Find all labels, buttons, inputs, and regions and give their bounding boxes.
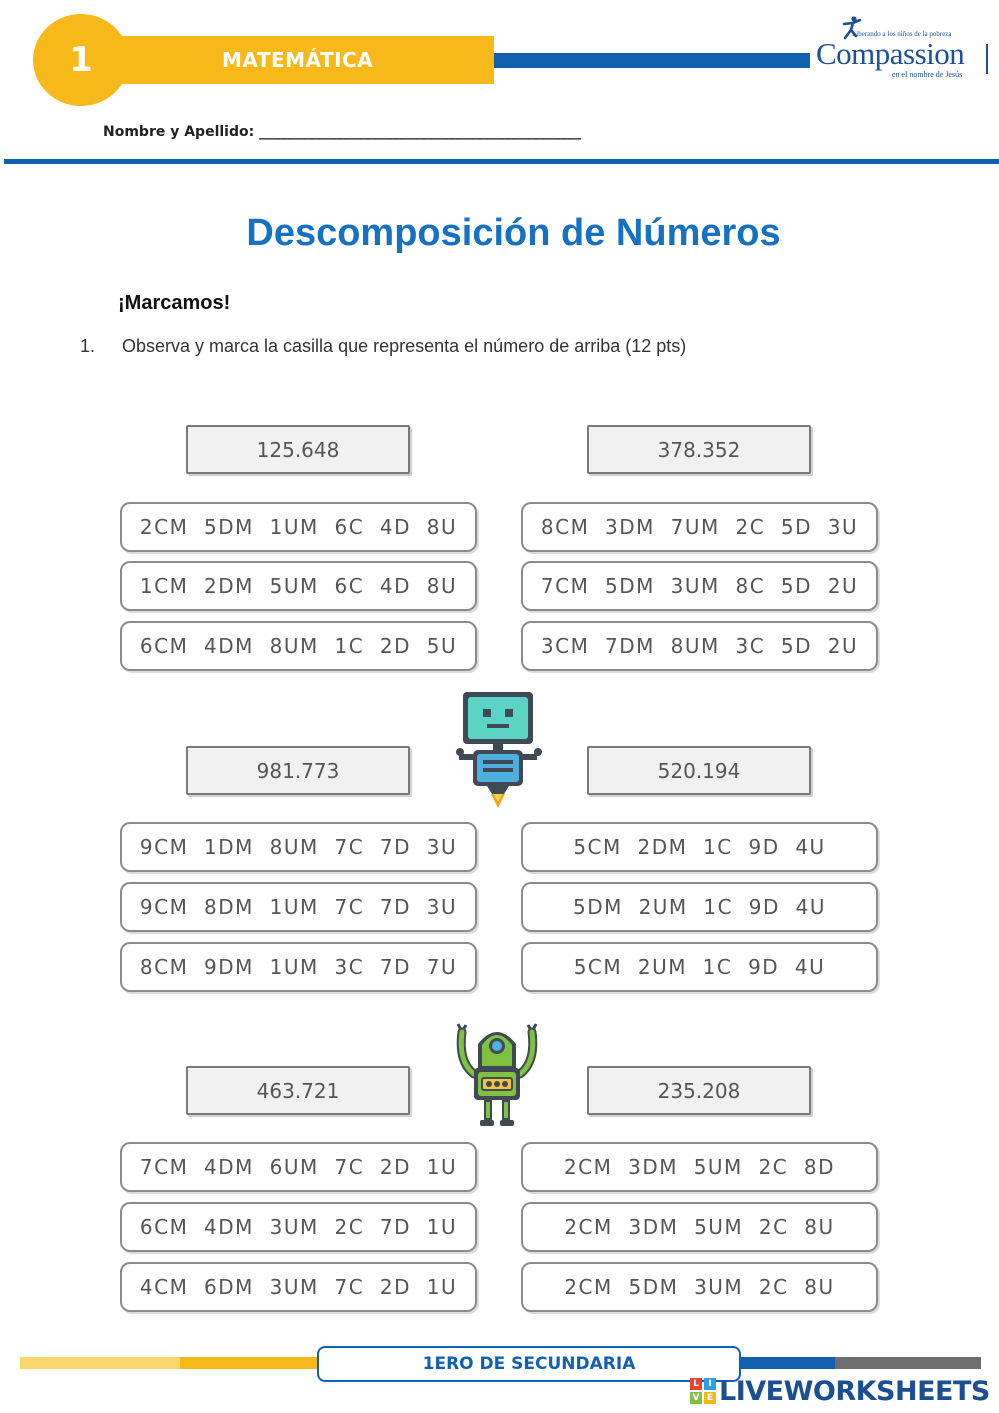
- option-box[interactable]: 3CM 7DM 8UM 3C 5D 2U: [521, 621, 878, 671]
- option-box[interactable]: 6CM 4DM 3UM 2C 7D 1U: [120, 1202, 477, 1252]
- option-box[interactable]: 2CM 3DM 5UM 2C 8D: [521, 1142, 878, 1192]
- instruction-number: 1.: [80, 336, 96, 356]
- target-number-box: 463.721: [186, 1066, 410, 1115]
- option-box[interactable]: 6CM 4DM 8UM 1C 2D 5U: [120, 621, 477, 671]
- liveworksheets-mark-icon: L I V E: [690, 1378, 716, 1404]
- instruction: [80, 336, 686, 357]
- option-box[interactable]: 9CM 8DM 1UM 7C 7D 3U: [120, 882, 477, 932]
- grade-label: 1ERO DE SECUNDARIA: [317, 1346, 741, 1382]
- logo-tagline-top: Liberando a los niños de la pobreza: [852, 30, 952, 38]
- target-number-box: 981.773: [186, 746, 410, 795]
- option-box[interactable]: 2CM 3DM 5UM 2C 8U: [521, 1202, 878, 1252]
- option-box[interactable]: 2CM 5DM 1UM 6C 4D 8U: [120, 502, 477, 552]
- option-box[interactable]: 2CM 5DM 3UM 2C 8U: [521, 1262, 878, 1312]
- section-subtitle: ¡Marcamos!: [118, 292, 231, 314]
- rocket-robot-illustration: [455, 690, 543, 810]
- instruction-text: Observa y marca la casilla que representa el número de arriba (12 pts): [122, 336, 687, 356]
- subject-banner: [112, 36, 494, 84]
- footer-stripe-gray: [835, 1357, 981, 1369]
- liveworksheets-logo: [690, 1373, 990, 1409]
- option-box[interactable]: 1CM 2DM 5UM 6C 4D 8U: [120, 561, 477, 611]
- option-box[interactable]: 7CM 5DM 3UM 8C 5D 2U: [521, 561, 878, 611]
- footer-stripe-light-yellow: [20, 1357, 180, 1369]
- option-box[interactable]: 8CM 9DM 1UM 3C 7D 7U: [120, 942, 477, 992]
- target-number-box: 520.194: [587, 746, 811, 795]
- subject-title: MATEMÁTICA: [222, 48, 374, 72]
- target-number-box: 125.648: [186, 425, 410, 474]
- footer-stripe-yellow: [180, 1357, 320, 1369]
- option-box[interactable]: 5CM 2DM 1C 9D 4U: [521, 822, 878, 872]
- logo-wordmark: Compassion: [816, 36, 965, 71]
- footer-stripe-blue: [740, 1357, 835, 1369]
- header-divider: [4, 159, 999, 164]
- page-title: Descomposición de Números: [246, 212, 781, 254]
- compassion-logo: [812, 14, 992, 80]
- option-box[interactable]: 8CM 3DM 7UM 2C 5D 3U: [521, 502, 878, 552]
- liveworksheets-wordmark: LIVEWORKSHEETS: [719, 1375, 990, 1407]
- option-box[interactable]: 9CM 1DM 8UM 7C 7D 3U: [120, 822, 477, 872]
- option-box[interactable]: 7CM 4DM 6UM 7C 2D 1U: [120, 1142, 477, 1192]
- student-name-field[interactable]: Nombre y Apellido: ______________________________________________: [103, 124, 582, 140]
- option-box[interactable]: 5DM 2UM 1C 9D 4U: [521, 882, 878, 932]
- logo-divider: [986, 44, 988, 74]
- target-number-box: 378.352: [587, 425, 811, 474]
- target-number-box: 235.208: [587, 1066, 811, 1115]
- antenna-robot-illustration: [452, 1022, 542, 1128]
- header-blue-bar: [494, 53, 810, 68]
- option-box[interactable]: 4CM 6DM 3UM 7C 2D 1U: [120, 1262, 477, 1312]
- logo-tagline-bottom: en el nombre de Jesús: [892, 70, 963, 79]
- unit-number-badge: 1: [33, 14, 129, 106]
- option-box[interactable]: 5CM 2UM 1C 9D 4U: [521, 942, 878, 992]
